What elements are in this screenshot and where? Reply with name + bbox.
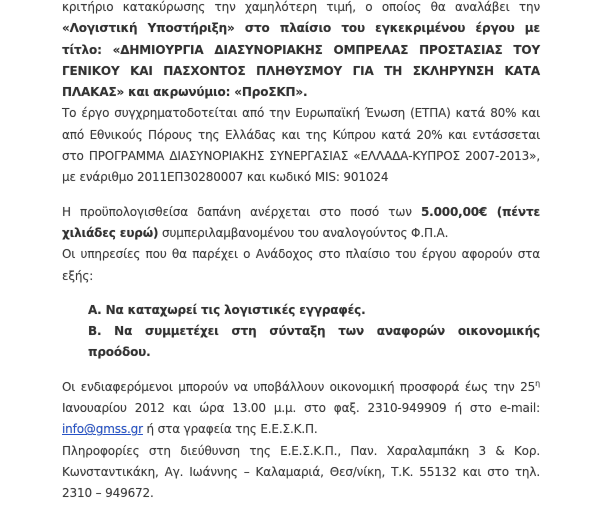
- text-segment: Πληροφορίες στη διεύθυνση της Ε.Ε.Σ.Κ.Π., Παν. Χαραλαμπάκη 3 & Κορ. Κωνσταντικάκη, Αγ. Ιωάννης – Καλαμαριά, Θεσ/νίκη, Τ.Κ. 55132 και στο τηλ. 2310 – 949672.: [62, 443, 540, 501]
- text-segment: «Λογιστική Υποστήριξη» στο πλαίσιο του εγκεκριμένου έργου με τίτλο: «ΔΗΜΙΟΥΡΓΙΑ ΔΙΑΣΥΝΟΡΙΑΚΗΣ ΟΜΠΡΕΛΑΣ ΠΡΟΣΤΑΣΙΑΣ ΤΟΥ ΓΕΝΙΚΟΥ ΚΑΙ ΠΑΣΧΟΝΤΟΣ ΠΛΗΘΥΣΜΟΥ ΓΙΑ ΤΗ ΣΚΛΗΡΥΝΣΗ ΚΑΤΑ ΠΛΑΚΑΣ» και ακρωνύμιο: «ΠροΣΚΠ».: [62, 21, 540, 100]
- para-submission: [62, 377, 540, 441]
- text-segment: Ιανουαρίου 2012 και ώρα 13.00 μ.μ. στο φαξ. 2310-949909 ή στο e-mail:: [62, 401, 540, 416]
- document-body: [62, 0, 540, 505]
- text-segment: Η προϋπολογισθείσα δαπάνη ανέρχεται στο ποσό των: [62, 204, 421, 219]
- text-segment: κριτήριο κατακύρωσης την χαμηλότερη τιμή, ο οποίος θα αναλάβει την: [62, 0, 540, 14]
- text-segment: Οι ενδιαφερόμενοι μπορούν να υποβάλλουν οικονομική προσφορά έως την 25: [62, 379, 536, 394]
- text-segment: 5.000,00€ (πέντε χιλιάδες ευρώ): [62, 204, 540, 240]
- para-services-intro: [62, 244, 540, 287]
- email-link[interactable]: info@gmss.gr: [62, 422, 143, 437]
- para-cofinancing: [62, 103, 540, 188]
- ordinal-superscript: η: [535, 378, 540, 388]
- list-item-a: [88, 300, 540, 321]
- text-segment: Το έργο συγχρηματοδοτείται από την Ευρωπαϊκή Ένωση (ΕΤΠΑ) κατά 80% και από Εθνικούς Πόρους της Ελλάδας και της Κύπρου κατά 20% και εντάσσεται στο ΠΡΟΓΡΑΜΜΑ ΔΙΑΣΥΝΟΡΙΑΚΗΣ ΣΥΝΕΡΓΑΣΙΑΣ «ΕΛΛΑΔΑ-ΚΥΠΡΟΣ 2007-2013», με ενάριθμο 2011ΕΠ30280007 και κωδικό MIS: 901024: [62, 106, 540, 185]
- para-budget: [62, 202, 540, 245]
- text-segment: Α. Να καταχωρεί τις λογιστικές εγγραφές.: [88, 302, 366, 317]
- text-segment: ή στα γραφεία της Ε.Ε.Σ.Κ.Π.: [142, 422, 318, 437]
- text-segment: Β. Να συμμετέχει στη σύνταξη των αναφορών οικονομικής προόδου.: [88, 324, 540, 360]
- para-award-criterion: [62, 0, 540, 103]
- list-item-b: [88, 321, 540, 364]
- text-segment: συμπεριλαμβανομένου του αναλογούντος Φ.Π.Α.: [158, 225, 449, 240]
- para-contact-info: [62, 441, 540, 505]
- text-segment: Οι υπηρεσίες που θα παρέχει ο Ανάδοχος στο πλαίσιο του έργου αφορούν στα εξής:: [62, 247, 540, 283]
